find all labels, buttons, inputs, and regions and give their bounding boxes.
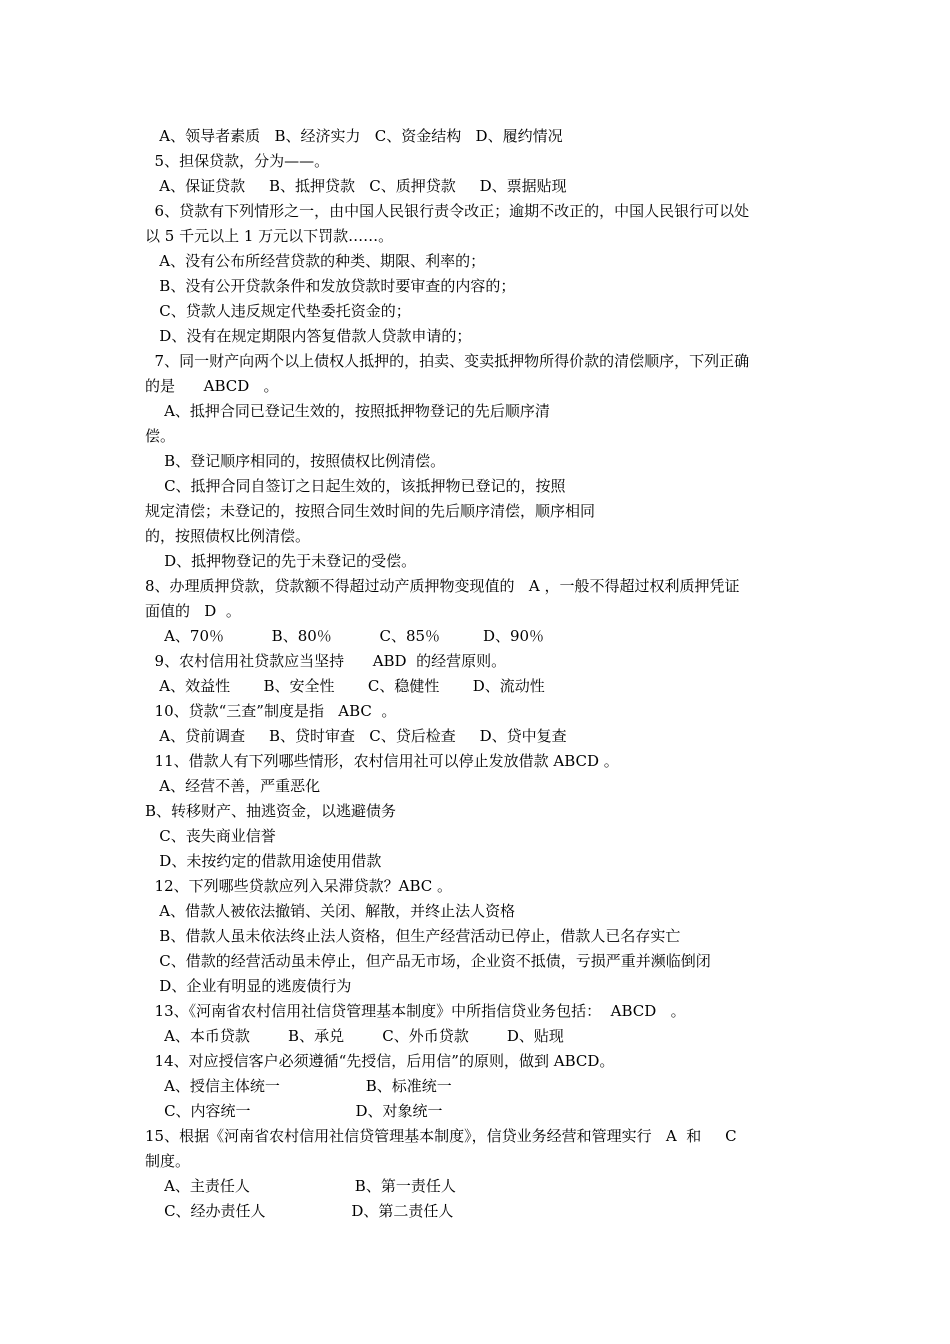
text-line: 15、根据《河南省农村信用社信贷管理基本制度》，信贷业务经营和管理实行 A 和 C <box>145 1127 737 1145</box>
text-line: 12、下列哪些贷款应列入呆滞贷款？ABC 。 <box>145 877 453 895</box>
text-line: 13、《河南省农村信用社信贷管理基本制度》中所指信贷业务包括： ABCD 。 <box>145 1002 686 1020</box>
text-line: D、企业有明显的逃废债行为 <box>145 977 352 995</box>
text-line: 面值的 D 。 <box>145 602 241 620</box>
text-line: A、经营不善，严重恶化 <box>145 777 321 795</box>
text-line: 14、对应授信客户必须遵循“先授信，后用信”的原则，做到 ABCD。 <box>145 1052 615 1070</box>
text-line: D、没有在规定期限内答复借款人贷款申请的； <box>145 327 472 345</box>
text-line: 规定清偿；未登记的，按照合同生效时间的先后顺序清偿，顺序相同 <box>145 502 596 520</box>
text-line: B、登记顺序相同的，按照债权比例清偿。 <box>145 452 446 470</box>
text-line: 的，按照债权比例清偿。 <box>145 527 311 545</box>
text-line: 6、贷款有下列情形之一，由中国人民银行责令改正；逾期不改正的，中国人民银行可以处 <box>145 202 750 220</box>
text-line: C、贷款人违反规定代垫委托资金的； <box>145 302 411 320</box>
text-line: B、借款人虽未依法终止法人资格，但生产经营活动已停止，借款人已名存实亡 <box>145 927 681 945</box>
text-line: 9、农村信用社贷款应当坚持 ABD 的经营原则。 <box>145 652 507 670</box>
text-line: A、抵押合同已登记生效的，按照抵押物登记的先后顺序清 <box>145 402 550 420</box>
text-line: A、本币贷款 B、承兑 C、外币贷款 D、贴现 <box>145 1027 564 1045</box>
text-line: 以 5 千元以上 1 万元以下罚款……。 <box>145 227 394 245</box>
text-line: C、抵押合同自签订之日起生效的，该抵押物已登记的，按照 <box>145 477 566 495</box>
text-line: C、内容统一 D、对象统一 <box>145 1102 443 1120</box>
text-line: A、贷前调查 B、贷时审查 C、贷后检查 D、贷中复查 <box>145 727 567 745</box>
text-line: 的是 ABCD 。 <box>145 377 279 395</box>
text-line: A、没有公布所经营贷款的种类、期限、利率的； <box>145 252 486 270</box>
text-line: A、主责任人 B、第一责任人 <box>145 1177 456 1195</box>
text-line: A、领导者素质 B、经济实力 C、资金结构 D、履约情况 <box>145 127 563 145</box>
text-line: A、70％ B、80％ C、85％ D、90％ <box>145 627 545 645</box>
text-line: C、经办责任人 D、第二责任人 <box>145 1202 454 1220</box>
text-line: A、授信主体统一 B、标准统一 <box>145 1077 452 1095</box>
text-line: B、没有公开贷款条件和发放贷款时要审查的内容的； <box>145 277 516 295</box>
text-line: 5、担保贷款，分为——。 <box>145 152 330 170</box>
text-line: 7、同一财产向两个以上债权人抵押的，拍卖、变卖抵押物所得价款的清偿顺序，下列正确 <box>145 352 750 370</box>
text-line: 制度。 <box>145 1152 191 1170</box>
text-line: D、抵押物登记的先于未登记的受偿。 <box>145 552 417 570</box>
text-line: C、借款的经营活动虽未停止，但产品无市场，企业资不抵债，亏损严重并濒临倒闭 <box>145 952 711 970</box>
text-line: D、未按约定的借款用途使用借款 <box>145 852 382 870</box>
text-line: C、丧失商业信誉 <box>145 827 276 845</box>
text-line: 8、办理质押贷款，贷款额不得超过动产质押物变现值的 A ，一般不得超过权利质押凭证 <box>145 577 740 595</box>
text-line: 10、贷款“三查”制度是指 ABC 。 <box>145 702 397 720</box>
text-line: A、保证贷款 B、抵押贷款 C、质押贷款 D、票据贴现 <box>145 177 567 195</box>
text-line: A、效益性 B、安全性 C、稳健性 D、流动性 <box>145 677 545 695</box>
text-line: B、转移财产、抽逃资金，以逃避债务 <box>145 802 397 820</box>
text-line: 偿。 <box>145 427 176 445</box>
text-line: 11、借款人有下列哪些情形，农村信用社可以停止发放借款 ABCD 。 <box>145 752 619 770</box>
text-line: A、借款人被依法撤销、关闭、解散，并终止法人资格 <box>145 902 516 920</box>
